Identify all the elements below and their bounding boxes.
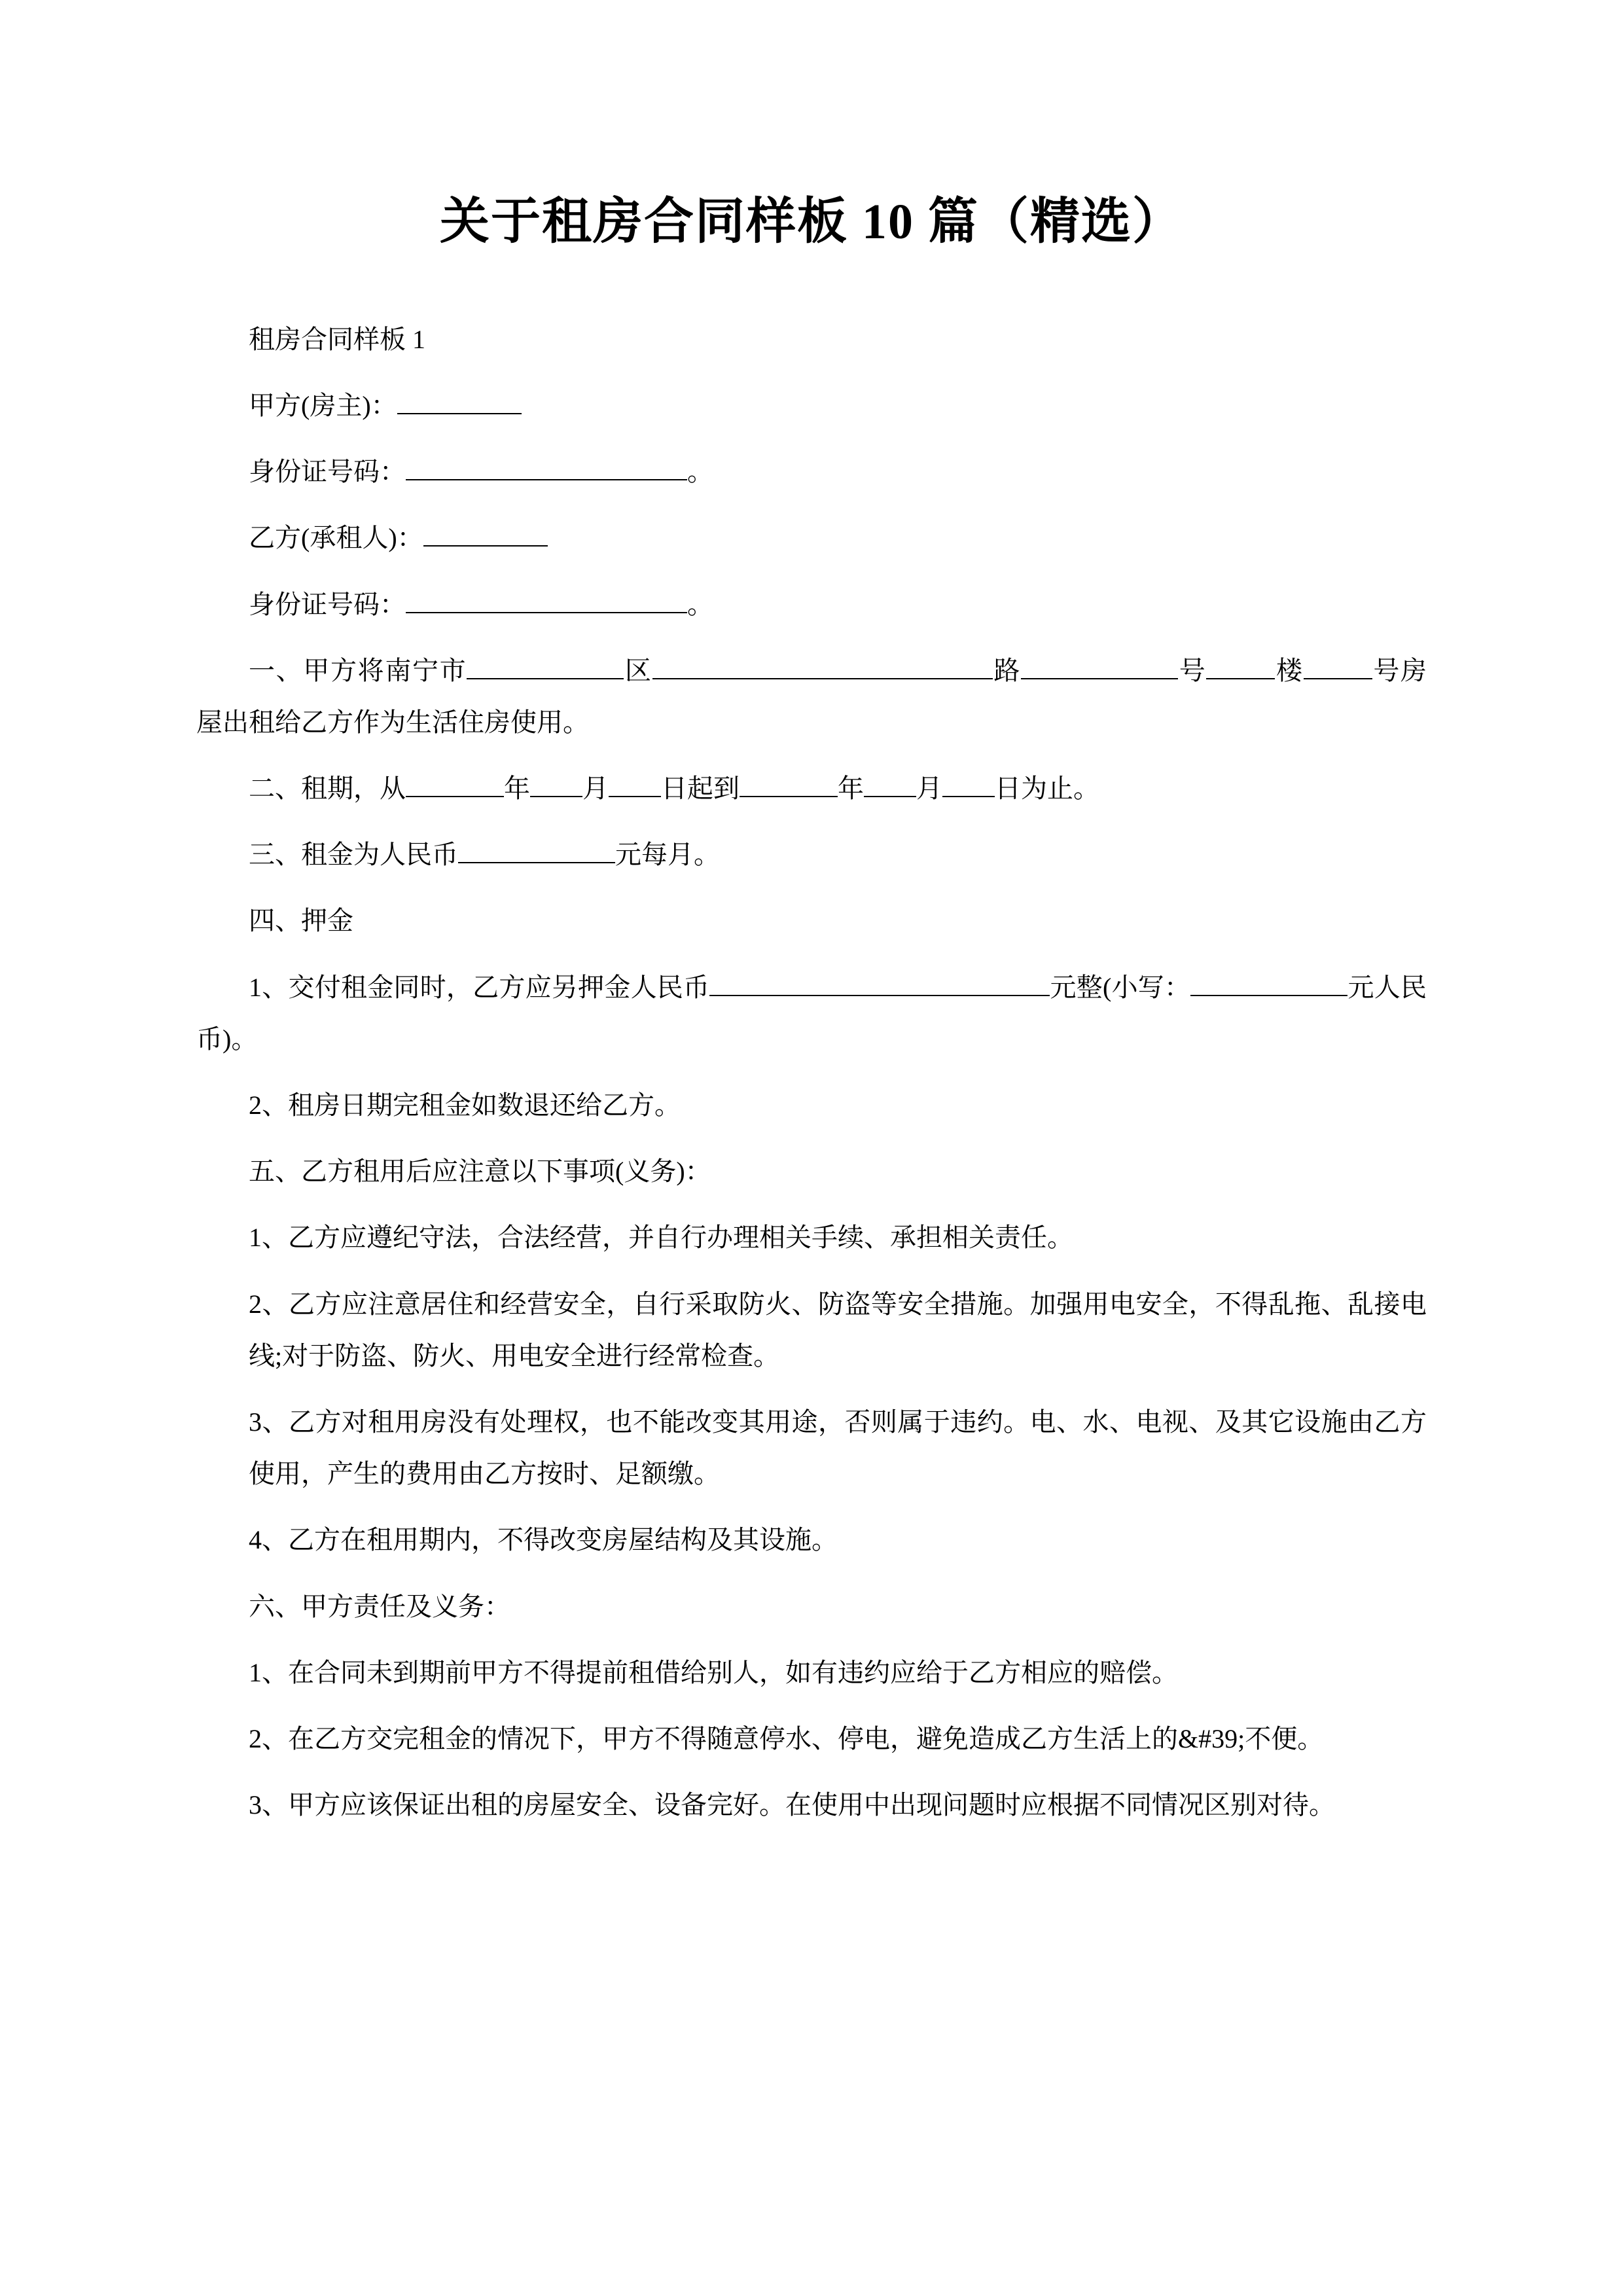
clause-2-y1: 年 <box>504 774 530 804</box>
party-b-id-period: 。 <box>687 589 713 619</box>
clause-1-blank-qu[interactable] <box>467 647 624 679</box>
clause-2-blank-m1[interactable] <box>530 764 582 797</box>
heading-sample-1: 租房合同样板 1 <box>249 324 425 354</box>
clause-5-heading: 五、乙方租用后应注意以下事项(义务)： <box>249 1157 711 1187</box>
clause-6-item-2: 2、在乙方交完租金的情况下，甲方不得随意停水、停电，避免造成乙方生活上的&#39;不便。 <box>249 1723 1324 1753</box>
clause-2-d1: 日起到 <box>661 774 740 804</box>
clause-3-tail: 元每月。 <box>615 840 720 870</box>
clause-2-m1: 月 <box>582 774 609 804</box>
party-a-line <box>196 380 1427 431</box>
party-b-id-line <box>196 579 1427 630</box>
party-b-id-label: 身份证号码： <box>249 589 406 619</box>
clause-1-tail: 号房屋出租给乙方作为生活住房使用。 <box>196 655 1427 737</box>
clause-1-lead: 一、甲方将南宁市 <box>249 655 467 685</box>
clause-5-item-4: 4、乙方在租用期内，不得改变房屋结构及其设施。 <box>249 1525 838 1555</box>
party-a-blank[interactable] <box>397 382 522 414</box>
clause-3-lead: 三、租金为人民币 <box>249 840 458 870</box>
clause-1-blank-lu[interactable] <box>652 647 993 679</box>
party-a-id-period: 。 <box>687 457 713 487</box>
clause-6-heading: 六、甲方责任及义务： <box>249 1591 510 1621</box>
clause-1-blank-lou[interactable] <box>1206 647 1275 679</box>
clause-6-item-1: 1、在合同未到期前甲方不得提前租借给别人，如有违约应给于乙方相应的赔偿。 <box>249 1657 1178 1687</box>
clause-4-item-1 <box>196 961 1427 1065</box>
clause-4-deposit-blank[interactable] <box>709 963 1050 996</box>
clause-2-blank-y2[interactable] <box>740 764 838 797</box>
clause-4-item-1-mid: 元整(小写： <box>1050 972 1191 1002</box>
clause-4-item-1-lead: 1、交付租金同时，乙方应另押金人民币 <box>249 972 710 1002</box>
clause-2-d2: 日为止。 <box>995 774 1099 804</box>
clause-1-blank-hao[interactable] <box>1021 647 1178 679</box>
party-b-line <box>196 512 1427 564</box>
party-a-id-line <box>196 446 1427 497</box>
clause-1-lou: 楼 <box>1275 655 1304 685</box>
clause-2-m2: 月 <box>916 774 942 804</box>
clause-2-blank-m2[interactable] <box>864 764 916 797</box>
party-a-id-label: 身份证号码： <box>249 457 406 487</box>
party-b-label: 乙方(承租人)： <box>249 523 423 553</box>
clause-1 <box>196 645 1427 748</box>
party-b-id-blank[interactable] <box>406 581 687 613</box>
clause-2 <box>196 762 1427 814</box>
document-body <box>196 314 1427 1831</box>
clause-3-blank[interactable] <box>458 831 615 863</box>
clause-1-qu: 区 <box>624 655 652 685</box>
clause-1-lu: 路 <box>992 655 1022 685</box>
clause-3 <box>196 829 1427 880</box>
clause-2-blank-y1[interactable] <box>406 764 504 797</box>
clause-4-item-1-tail: 元人民币)。 <box>196 972 1427 1054</box>
clause-1-hao: 号 <box>1178 655 1207 685</box>
clause-5-item-2: 2、乙方应注意居住和经营安全，自行采取防火、防盗等安全措施。加强用电安全，不得乱拖、乱接电线;对于防盗、防火、用电安全进行经常检查。 <box>249 1289 1427 1371</box>
clause-4-item-2: 2、租房日期完租金如数退还给乙方。 <box>249 1090 681 1121</box>
party-b-blank[interactable] <box>423 514 548 547</box>
party-a-label: 甲方(房主)： <box>249 390 397 420</box>
clause-2-blank-d1[interactable] <box>609 764 661 797</box>
party-a-id-blank[interactable] <box>406 448 687 480</box>
page-title: 关于租房合同样板 10 篇（精选） <box>440 194 1183 249</box>
clause-1-blank-end[interactable] <box>1304 647 1372 679</box>
clause-6-item-3: 3、甲方应该保证出租的房屋安全、设备完好。在使用中出现问题时应根据不同情况区别对待。 <box>249 1790 1335 1820</box>
clause-5-item-3: 3、乙方对租用房没有处理权，也不能改变其用途，否则属于违约。电、水、电视、及其它设施由乙方使用，产生的费用由乙方按时、足额缴。 <box>249 1407 1427 1489</box>
clause-2-lead: 二、租期，从 <box>249 774 406 804</box>
clause-4-deposit-small-blank[interactable] <box>1190 963 1347 996</box>
clause-2-blank-d2[interactable] <box>942 764 995 797</box>
clause-2-y2: 年 <box>838 774 864 804</box>
clause-5-item-1: 1、乙方应遵纪守法，合法经营，并自行办理相关手续、承担相关责任。 <box>249 1223 1073 1253</box>
clause-4-heading: 四、押金 <box>249 906 353 936</box>
